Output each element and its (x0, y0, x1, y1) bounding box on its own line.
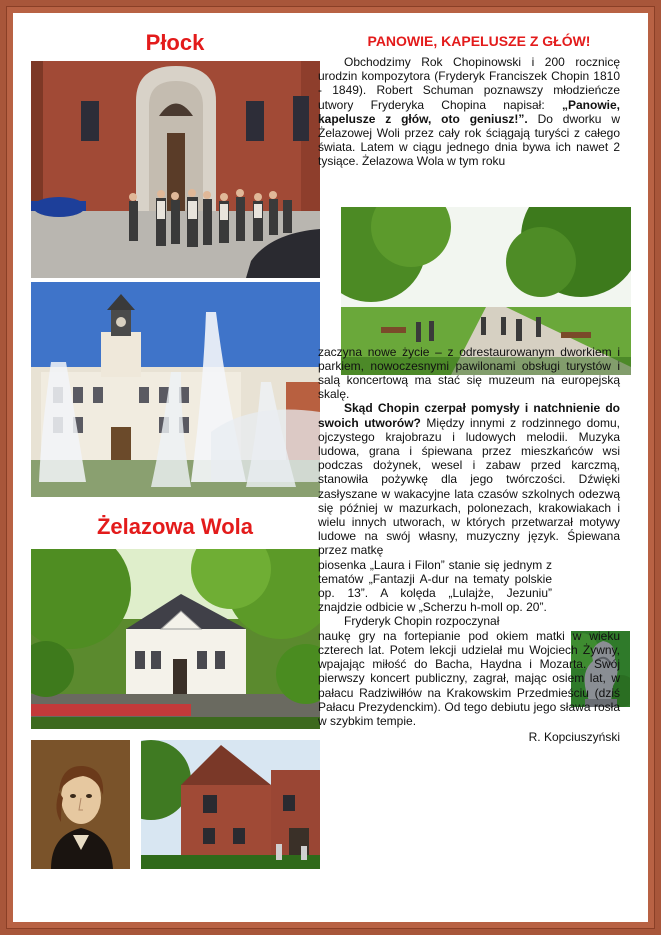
paragraph-2-end: piosenka „Laura i Filon” stanie się jednym z tematów „Fantazji A-dur na tematy polskie op. 13”. A kolęda „Lulajże, Jezuniu” znajdzie odbicie w „Scherzu h-moll op. 20”. (318, 557, 552, 615)
photo-plock-cathedral (31, 61, 320, 278)
photo-brick-building (141, 740, 320, 869)
photo-chopin-portrait (31, 740, 130, 869)
heading-zelazowa-wola: Żelazowa Wola (96, 514, 254, 539)
question-heading: Skąd Chopin czerpał pomysły i natchnienie do swoich utworów? (318, 401, 620, 430)
article-title: PANOWIE, KAPELUSZE Z GŁÓW! (367, 33, 591, 49)
paragraph-3: naukę gry na fortepianie pod okiem matki w wieku czterech lat. Potem lekcji udzielał mu Wojciech Żywny, wpajając miłość do Bacha, Haydna i Mozarta. Swój pierwszy koncert publiczny, zagrał, mając osiem lat, w pałacu Radziwiłłów na Krakowskim Przedmieściu (dziś Pałacu Prezydenckim). Od tego debiutu jego sława rosła w szybkim tempie. (318, 628, 620, 728)
paragraph-2 (318, 401, 620, 557)
paragraph-1 (318, 55, 620, 169)
photo-zelazowa-wola-manor (31, 549, 320, 729)
paragraph-1-end: zaczyna nowe życie – z odrestaurowanym dworkiem i parkiem, nowoczesnymi pawilonami obsługi turystów i salą koncertową ma stać się muzeum na europejską skalę. (318, 344, 620, 402)
schumann-quote: „Panowie, kapelusze z głów, oto geniusz!”. (318, 97, 620, 126)
p2-text: Między innymi z rodzinnego domu, ojczystego krajobrazu i ludowych melodii. Muzyka ludowa, grana i śpiewana przez mieszkańców wsi podczas dożynek, wesel i zabaw przed karczmą, stanowiła pożywkę dla jego twórczości. Dźwięki zasłyszane w wakacyjne lata czasów szkolnych odezwą się później w mazurkach, polonezach, krakowiakach i wielu innych utworach, w których przetwarzał motywy ludowe na swój własny, muzyczny język. Śpiewana przez matkę (318, 415, 620, 558)
p1-continued: Do dworku w Żelazowej Woli przez cały rok ściągają turyści z całego świata. Latem w ciągu jednego dnia bywa ich nawet 2 tysiące. Żelazowa Wola w tym roku (318, 111, 620, 169)
article-body (318, 55, 620, 744)
photo-plock-town-hall (31, 282, 320, 497)
p1-intro: Obchodzimy Rok Chopinowski i 200 rocznicę urodzin kompozytora (Fryderyk Franciszek Chopin 1810 - 1849). Robert Schuman poznawszy młodzieńcze utwory Fryderyka Chopina napisał: (318, 55, 620, 112)
author-signature: R. Kopciuszyński (528, 730, 620, 745)
heading-plock: Płock (145, 30, 205, 55)
paragraph-3-start: Fryderyk Chopin rozpoczynał (344, 614, 500, 629)
